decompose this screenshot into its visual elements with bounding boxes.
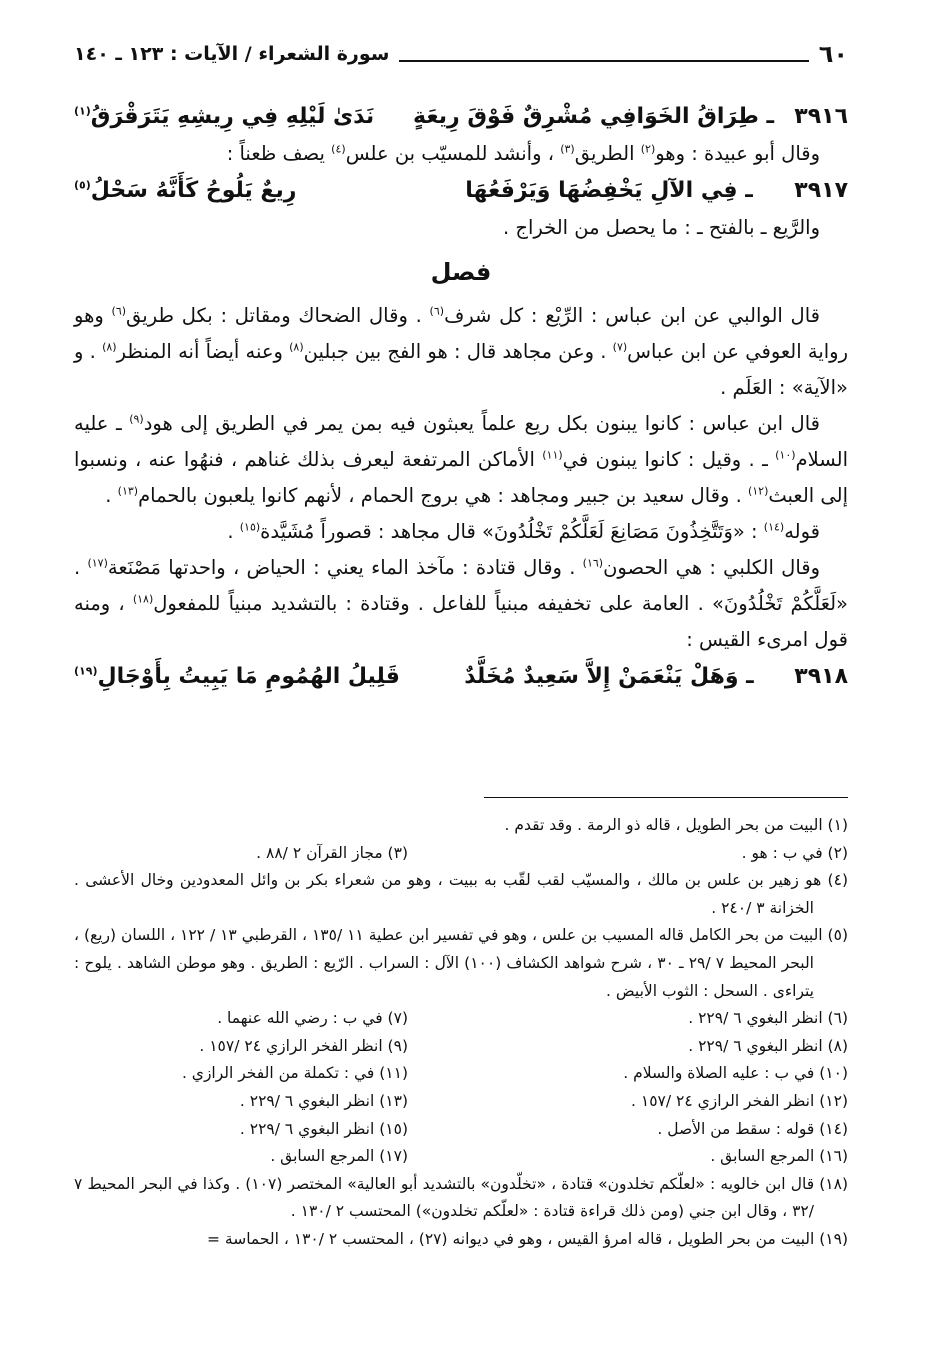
footnote-separator: [484, 797, 848, 798]
verse-hemistich-second: [74, 172, 444, 210]
footnote: (١٦) المرجع السابق .: [710, 1147, 848, 1166]
verse-hemistich-second: [74, 658, 444, 696]
footnote-row: [74, 1116, 848, 1144]
footnote: (١٩) البيت من بحر الطويل ، قاله امرؤ القيس ، وهو في ديوانه (٢٧) ، المحتسب ٢ /١٣٠ ، الحماسة =: [206, 1229, 848, 1248]
footnote-ref: (١٦): [582, 556, 604, 570]
footnote-ref: (١١): [542, 448, 563, 462]
text-run: . وعن مجاهد قال : هو الفج بين جبلين: [303, 340, 613, 363]
text-run: . وقال قتادة : مآخذ الماء يعني : الحياض ، واحدتها مَصْنَعة: [107, 556, 583, 579]
text-run: يصف ظعناً :: [226, 142, 332, 165]
footnote-ref: (٧): [612, 340, 628, 354]
footnote-row: [74, 1060, 848, 1088]
footnote: (٢) في ب : هو .: [741, 843, 848, 862]
footnote-ref: (٥): [74, 178, 91, 192]
footnote-ref: (٢): [640, 142, 656, 156]
text-run: قال الوالبي عن ابن عباس : الرِّيْع : كل شرف: [444, 304, 820, 327]
verse-3916: [74, 98, 848, 136]
footnote: (١١) في : تكملة من الفخر الرازي .: [181, 1064, 408, 1083]
text-run: وقال الكلبي : هي الحصون: [603, 556, 820, 579]
footnote-ref: (١٧): [87, 556, 108, 570]
footnote: (١٧) المرجع السابق .: [270, 1147, 408, 1166]
footnote: (١٥) انظر البغوي ٦ /٢٢٩ .: [239, 1119, 408, 1138]
footnote-row: [74, 840, 848, 868]
text-run: وقال أبو عبيدة : وهو: [655, 142, 820, 165]
text-run: وهو رواية العوفي عن ابن عباس: [74, 304, 849, 363]
footnote: (٩) انظر الفخر الرازي ٢٤ /١٥٧ .: [199, 1036, 408, 1055]
footnote-row: [74, 1033, 848, 1061]
verse-hemistich-first: ـ طِرَاقُ الخَوَافِي مُشْرِقٌ فَوْقَ رِيعَةٍ: [412, 104, 774, 129]
footnote-row: [74, 1088, 848, 1116]
header-rule: [399, 46, 808, 62]
footnote: (٧) في ب : رضي الله عنهما .: [217, 1009, 408, 1028]
paragraph: [74, 136, 848, 172]
text-run: ، ومنه قول امرىء القيس :: [74, 592, 848, 651]
text-run: : «وَتَتَّخِذُونَ مَصَانِعَ لَعَلَّكُمْ تَخْلُدُونَ» قال مجاهد : قصوراً مُشَيَّدة: [260, 520, 764, 543]
footnotes: [74, 812, 848, 1254]
text-run: .: [227, 520, 240, 543]
footnote: (٦) انظر البغوي ٦ /٢٢٩ .: [688, 1009, 848, 1028]
footnote-ref: (٨): [102, 340, 117, 354]
footnote: (١٠) في ب : عليه الصلاة والسلام .: [623, 1064, 848, 1083]
verse-number: ٣٩١٧: [794, 178, 848, 203]
main-text: [74, 98, 848, 696]
verse-3918: [74, 658, 848, 696]
footnote: (١٨) قال ابن خالويه : «لعلّكم تخلدون» قتادة ، «تخلّدون» بالتشديد أبو العالية» المختصر (١٠٧) . وكذا في البحر المحيط ٧ /٣٢ ، وقال ابن جني (ومن ذلك قراءة قتادة : «لعلّكم تخلدون») المحتسب ٢ /١٣٠ .: [74, 1174, 848, 1221]
footnote: (٨) انظر البغوي ٦ /٢٢٩ .: [688, 1036, 848, 1055]
paragraph: [74, 550, 848, 658]
footnote-ref: (١٣): [117, 484, 139, 498]
footnote-ref: (١٨): [132, 592, 154, 606]
footnote: (١) البيت من بحر الطويل ، قاله ذو الرمة . وقد تقدم .: [504, 816, 848, 834]
footnote-ref: (١): [74, 104, 91, 118]
text-run: . و «الآية» : العَلَم .: [74, 340, 848, 399]
footnote-ref: (١٩): [74, 664, 98, 678]
footnote-ref: (٦): [111, 304, 127, 318]
footnote: (١٣) انظر البغوي ٦ /٢٢٩ .: [239, 1091, 408, 1110]
paragraph: [74, 514, 848, 550]
text-run: . وقال الضحاك ومقاتل : بكل طريق: [126, 304, 430, 327]
verse-hemistich-second: [74, 98, 444, 136]
text-run: .: [105, 484, 118, 507]
text-run: ـ . وقيل : كانوا يبنون في: [562, 448, 776, 471]
running-title: سورة الشعراء / الآيات : ١٢٣ ـ ١٤٠: [74, 43, 390, 65]
footnote-ref: (٩): [129, 412, 144, 426]
footnote-row: [74, 1143, 848, 1171]
footnote: (٤) هو زهير بن علس بن مالك ، والمسيّب لقب لقّب به ببيت ، وهو من شعراء بكر بن وائل المعدودين وخال الأعشى . الخزانة ٣ /٢٤٠ .: [74, 871, 848, 917]
text-run: وعنه أيضاً أنه المنظر: [116, 340, 290, 363]
footnote-row: [74, 1005, 848, 1033]
text-run: ـ عليه السلام: [74, 412, 848, 471]
verse-number: ٣٩١٦: [794, 104, 848, 129]
footnote: (١٢) انظر الفخر الرازي ٢٤ /١٥٧ .: [631, 1091, 848, 1110]
footnote-ref: (٣): [560, 142, 575, 156]
paragraph: [74, 298, 848, 406]
footnote-ref: (٦): [429, 304, 445, 318]
text-run: الأماكن المرتفعة ليعرف بذلك غناهم ، فنهُوا عنه ، ونسبوا إلى العبث: [74, 448, 848, 507]
verse-hemistich-first: ـ فِي الآلِ يَخْفِضُهَا وَيَرْفَعُهَا: [465, 178, 753, 203]
hemistich-text: نَدَىٰ لَيْلِهِ فِي رِيشِهِ يَتَرَقْرَقُ: [90, 104, 375, 129]
text-run: ، وأنشد للمسيّب بن علس: [345, 142, 561, 165]
text-run: قوله: [784, 520, 820, 543]
hemistich-text: رِيعٌ يَلُوحُ كَأَنَّهُ سَحْلُ: [90, 178, 297, 203]
footnote: (١٤) قوله : سقط من الأصل .: [657, 1119, 848, 1138]
text-run: . وقال سعيد بن جبير ومجاهد : هي بروج الحمام ، لأنهم كانوا يلعبون بالحمام: [138, 484, 748, 507]
paragraph: [74, 406, 848, 514]
paragraph: والرَّيع ـ بالفتح ـ : ما يحصل من الخراج .: [502, 216, 820, 239]
footnote: (٥) البيت من بحر الكامل قاله المسيب بن علس ، وهو في تفسير ابن عطية ١١ /١٣٥ ، القرطبي ١٣ / ١٢٢ ، اللسان (ريع) ، البحر المحيط ٧ /٢٩ ـ ٣٠ ، شرح شواهد الكشاف (١٠٠) الآل : السراب . الرّيع : الطريق . وهو موطن الشاهد . يلوح : يتراءى . السحل : الثوب الأبيض .: [74, 926, 848, 1000]
footnote-ref: (٤): [331, 142, 346, 156]
verse-hemistich-first: ـ وَهَلْ يَنْعَمَنْ إِلاَّ سَعِيدٌ مُخَلَّدٌ: [464, 664, 754, 689]
footnote-ref: (٨): [289, 340, 304, 354]
footnote-ref: (١٥): [239, 520, 261, 534]
footnote-ref: (١٢): [747, 484, 769, 498]
page-header: [74, 38, 848, 70]
verse-number: ٣٩١٨: [794, 664, 848, 689]
text-run: . «لَعَلَّكُمْ تَخْلُدُونَ» . العامة على تخفيفه مبنياً للفاعل . وقتادة : بالتشديد مبنياً للمفعول: [74, 556, 848, 615]
hemistich-text: قَلِيلُ الهُمُومِ مَا يَبِيتُ بِأَوْجَالِ: [97, 664, 400, 689]
section-title: فصل: [430, 258, 492, 286]
verse-3917: [74, 172, 848, 210]
footnote-ref: (١٠): [775, 448, 796, 462]
page-number: ٦٠: [818, 40, 848, 68]
footnote: (٣) مجاز القرآن ٢ /٨٨ .: [256, 843, 408, 862]
text-run: الطريق: [574, 142, 641, 165]
text-run: قال ابن عباس : كانوا يبنون بكل ريع علماً يعبثون فيه بمن يمر في الطريق إلى هود: [143, 412, 820, 435]
footnote-ref: (١٤): [763, 520, 785, 534]
